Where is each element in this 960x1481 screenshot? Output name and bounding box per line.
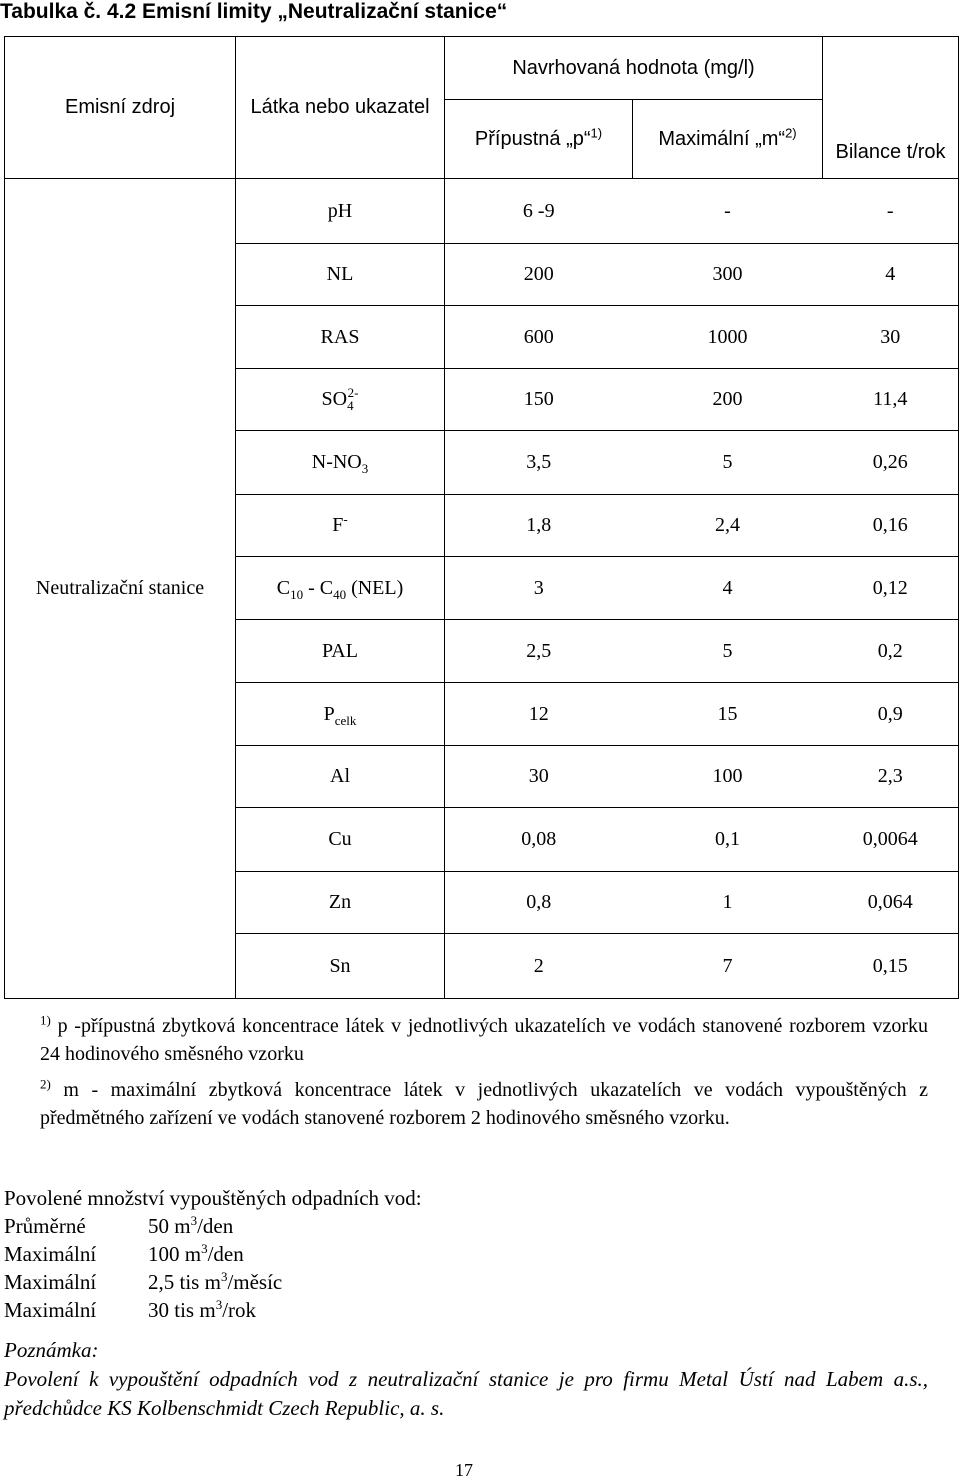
volume-amount: 50 m — [148, 1214, 191, 1238]
substance-cell — [236, 934, 445, 999]
header-proposed-value: Navrhovaná hodnota (mg/l) — [445, 37, 823, 100]
substance-cell — [236, 683, 445, 746]
header-maximum-footnote-mark: 2) — [785, 124, 797, 140]
allowed-cell: 0,08 — [445, 808, 633, 872]
substance-name: Al — [330, 765, 350, 787]
substance-cell — [236, 620, 445, 683]
volume-row — [4, 1268, 422, 1296]
allowed-cell: 0,8 — [445, 872, 633, 934]
substance-name: N-NO — [311, 451, 362, 473]
allowed-cell: 30 — [445, 746, 633, 808]
substance-cell — [236, 872, 445, 934]
volumes-list — [4, 1212, 422, 1324]
note-heading: Poznámka: — [4, 1338, 99, 1362]
allowed-cell: 1,8 — [445, 495, 633, 557]
footnote-1-text: p -přípustná zbytková koncentrace látek v jednotlivých ukazatelích ve vodách stanovené rozborem vzorku 24 hodinového směsného vzorku — [40, 1015, 928, 1065]
table-row — [5, 179, 959, 244]
header-emission-source: Emisní zdroj — [5, 37, 236, 179]
balance-cell: 0,12 — [823, 557, 959, 620]
maximum-cell: 100 — [633, 746, 823, 808]
maximum-cell: 200 — [633, 369, 823, 431]
volume-unit: /den — [207, 1242, 244, 1266]
allowed-cell: 150 — [445, 369, 633, 431]
footnote-1-mark: 1) — [40, 1012, 51, 1028]
substance-name: NL — [326, 263, 354, 285]
substance-cell — [236, 808, 445, 872]
emission-source-cell — [5, 179, 236, 999]
volume-row — [4, 1296, 422, 1324]
maximum-cell: 5 — [633, 431, 823, 495]
table-body — [5, 179, 959, 999]
substance-name: pH — [327, 199, 353, 222]
balance-cell: 4 — [823, 244, 959, 306]
volume-label: Průměrné — [4, 1214, 86, 1238]
balance-cell: 0,064 — [823, 872, 959, 934]
balance-cell: 2,3 — [823, 746, 959, 808]
substance-cell — [236, 431, 445, 495]
emission-source-name: Neutralizační stanice — [35, 577, 205, 599]
maximum-cell: 1000 — [633, 306, 823, 369]
footnote-2 — [40, 1076, 928, 1132]
maximum-cell: 1 — [633, 872, 823, 934]
substance-name: P — [323, 702, 335, 725]
balance-cell: 0,16 — [823, 495, 959, 557]
maximum-cell: 5 — [633, 620, 823, 683]
volume-label: Maximální — [4, 1242, 97, 1266]
volume-exponent: 3 — [215, 1297, 223, 1312]
substance-subscript: celk — [334, 712, 357, 728]
volume-exponent: 3 — [220, 1269, 228, 1284]
page-number: 17 — [455, 1460, 473, 1480]
volume-amount: 100 m — [148, 1242, 202, 1266]
substance-name: C — [276, 576, 291, 599]
maximum-cell: 7 — [633, 934, 823, 999]
note-body: Povolení k vypouštění odpadních vod z neutralizační stanice je pro firmu Metal Ústí nad Labem a.s., předchůdce KS Kolbenschmidt Czech Republic, a. s. — [4, 1367, 928, 1420]
volume-exponent: 3 — [201, 1241, 208, 1256]
volumes-heading: Povolené množství vypouštěných odpadních vod: — [4, 1186, 422, 1210]
allowed-cell: 3 — [445, 557, 633, 620]
volume-value — [148, 1296, 256, 1324]
allowed-cell: 2,5 — [445, 620, 633, 683]
volume-unit: /den — [197, 1214, 234, 1238]
maximum-cell: 15 — [633, 683, 823, 746]
volume-row — [4, 1212, 422, 1240]
balance-cell: 0,0064 — [823, 808, 959, 872]
volume-exponent: 3 — [190, 1213, 198, 1228]
substance-subscript: 10 — [290, 586, 304, 602]
substance-superscript: - — [343, 511, 348, 527]
substance-subscript: 3 — [361, 461, 369, 476]
substance-cell — [236, 495, 445, 557]
substance-name: Cu — [328, 828, 352, 850]
balance-cell: 0,9 — [823, 683, 959, 746]
substance-cell — [236, 369, 445, 431]
balance-cell: - — [823, 179, 959, 244]
substance-name: Zn — [328, 891, 352, 913]
header-balance: Bilance t/rok — [823, 37, 959, 179]
substance-tail: - C — [303, 576, 334, 599]
allowed-cell: 200 — [445, 244, 633, 306]
footnotes — [40, 1012, 928, 1132]
allowed-cell: 600 — [445, 306, 633, 369]
substance-tail-rest: (NEL) — [346, 576, 404, 599]
document-title: Tabulka č. 4.2 Emisní limity „Neutralizační stanice“ — [0, 0, 508, 23]
footnote-2-mark: 2) — [40, 1076, 51, 1092]
wastewater-volumes — [4, 1184, 422, 1324]
substance-cell — [236, 179, 445, 244]
substance-name: SO — [321, 388, 348, 410]
volume-amount: 2,5 tis m — [148, 1270, 221, 1294]
allowed-cell: 3,5 — [445, 431, 633, 495]
footnote-1 — [40, 1012, 928, 1068]
balance-cell: 0,15 — [823, 934, 959, 999]
header-allowed-footnote-mark: 1) — [590, 124, 603, 140]
substance-cell — [236, 244, 445, 306]
substance-name: Sn — [329, 954, 351, 977]
volume-unit: /měsíc — [227, 1270, 283, 1294]
header-maximum: Maximální „m“$^{2)}$ — [633, 100, 823, 179]
volume-value — [148, 1268, 282, 1296]
maximum-cell: 300 — [633, 244, 823, 306]
substance-name: PAL — [322, 639, 358, 662]
allowed-cell: 12 — [445, 683, 633, 746]
substance-cell — [236, 746, 445, 808]
maximum-cell: 0,1 — [633, 808, 823, 872]
substance-subscript: 4 — [347, 398, 354, 413]
header-allowed: Přípustná „p“$^{1)}$ — [445, 100, 633, 179]
emission-limits-table — [4, 36, 959, 999]
volume-label: Maximální — [4, 1270, 97, 1294]
balance-cell: 0,2 — [823, 620, 959, 683]
volume-row — [4, 1240, 422, 1268]
balance-cell: 0,26 — [823, 431, 959, 495]
balance-cell: 30 — [823, 306, 959, 369]
volume-value — [148, 1240, 244, 1268]
allowed-cell: 2 — [445, 934, 633, 999]
allowed-cell: 6 -9 — [445, 179, 633, 244]
volume-label: Maximální — [4, 1298, 97, 1322]
maximum-cell: 4 — [633, 557, 823, 620]
header-substance: Látka nebo ukazatel — [236, 37, 445, 179]
substance-cell — [236, 306, 445, 369]
substance-tail-subscript: 40 — [333, 586, 347, 602]
note — [4, 1336, 928, 1423]
volume-amount: 30 tis m — [148, 1298, 216, 1322]
substance-name: RAS — [320, 325, 360, 348]
substance-name: F — [332, 514, 344, 536]
maximum-cell: - — [633, 179, 823, 244]
volume-unit: /rok — [222, 1298, 257, 1322]
maximum-cell: 2,4 — [633, 495, 823, 557]
footnote-2-text: m - maximální zbytková koncentrace látek v jednotlivých ukazatelích ve vodách vypouštěných z předmětného zařízení ve vodách stanovené rozborem 2 hodinového směsného vzorku. — [40, 1079, 928, 1129]
substance-superscript: 2- — [347, 385, 359, 401]
balance-cell: 11,4 — [823, 369, 959, 431]
substance-cell — [236, 557, 445, 620]
volume-value — [148, 1212, 233, 1240]
